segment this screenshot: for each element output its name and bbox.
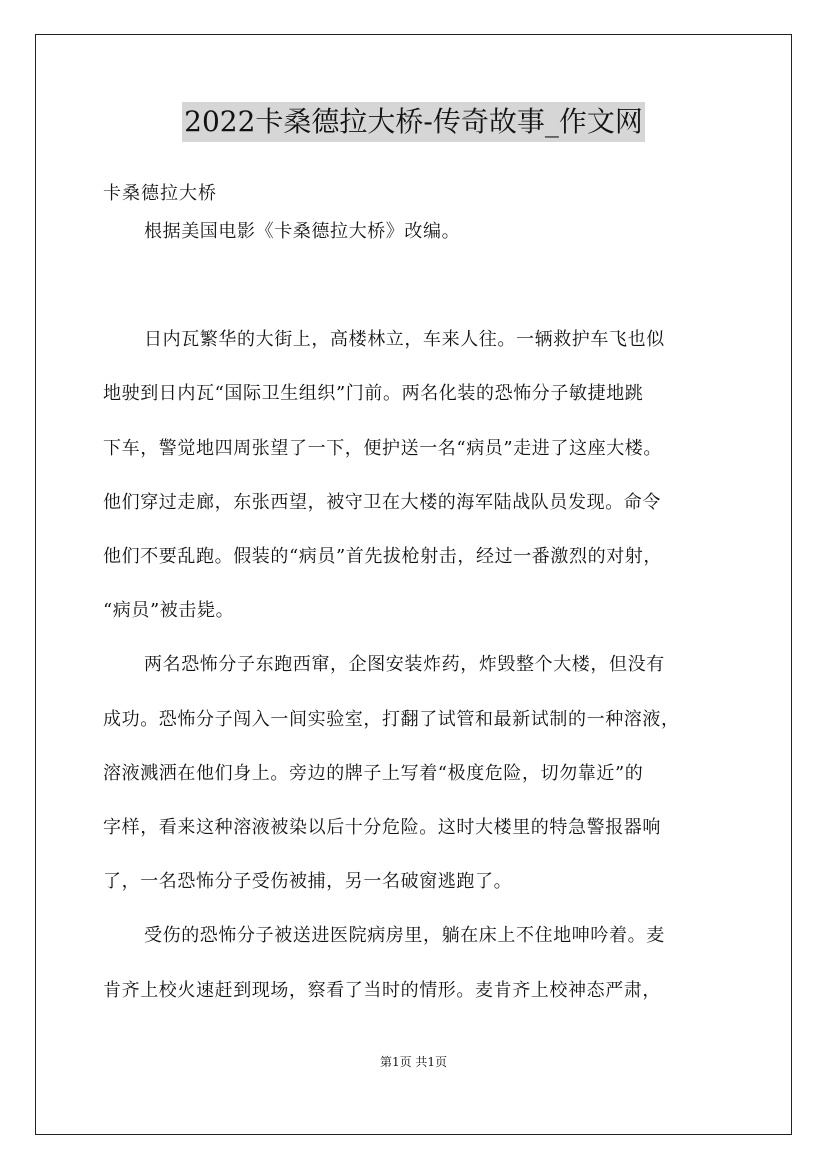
paragraph-line: 日内瓦繁华的大街上，高楼林立，车来人往。一辆救护车飞也似 xyxy=(144,329,665,351)
intro-line: 根据美国电影《卡桑德拉大桥》改编。 xyxy=(144,221,461,242)
paragraph-line: 他们不要乱跑。假装的“病员”首先拔枪射击，经过一番激烈的对射， xyxy=(103,546,663,568)
paragraph-line: 下车，警觉地四周张望了一下，便护送一名“病员”走进了这座大楼。 xyxy=(103,437,663,459)
paragraph-1 xyxy=(103,313,748,638)
paragraph-line: 受伤的恐怖分子被送进医院病房里，躺在床上不住地呻吟着。麦 xyxy=(144,925,665,947)
document-body xyxy=(103,205,748,1018)
paragraph-line: 他们穿过走廊，东张西望，被守卫在大楼的海军陆战队员发现。命令 xyxy=(103,491,661,513)
paragraph-3 xyxy=(103,909,748,1017)
paragraph-line: 地驶到日内瓦“国际卫生组织”门前。两名化装的恐怖分子敏捷地跳 xyxy=(103,383,644,405)
paragraph-line: 肯齐上校火速赶到现场，察看了当时的情形。麦肯齐上校神态严肃， xyxy=(103,979,661,1001)
paragraph-line: 了，一名恐怖分子受伤被捕，另一名破窗逃跑了。 xyxy=(103,871,513,893)
paragraph-line: 溶液溅洒在他们身上。旁边的牌子上写着“极度危险，切勿靠近”的 xyxy=(103,762,644,784)
paragraph-line: “病员”被击毙。 xyxy=(103,600,235,622)
page-footer: 第1页 共1页 xyxy=(379,1055,448,1069)
document-title: 2022卡桑德拉大桥-传奇故事_作文网 xyxy=(182,102,645,142)
intro-paragraph xyxy=(103,205,748,259)
paragraph-2 xyxy=(103,638,748,909)
document-subtitle: 卡桑德拉大桥 xyxy=(103,183,217,204)
paragraph-line: 字样，看来这种溶液被染以后十分危险。这时大楼里的特急警报器响 xyxy=(103,817,661,839)
paragraph-line: 两名恐怖分子东跑西窜，企图安装炸药，炸毁整个大楼，但没有 xyxy=(144,654,665,676)
title-wrap xyxy=(0,102,827,142)
paragraph-spacer xyxy=(103,259,748,313)
paragraph-line: 成功。恐怖分子闯入一间实验室，打翻了试管和最新试制的一种溶液， xyxy=(103,708,680,730)
